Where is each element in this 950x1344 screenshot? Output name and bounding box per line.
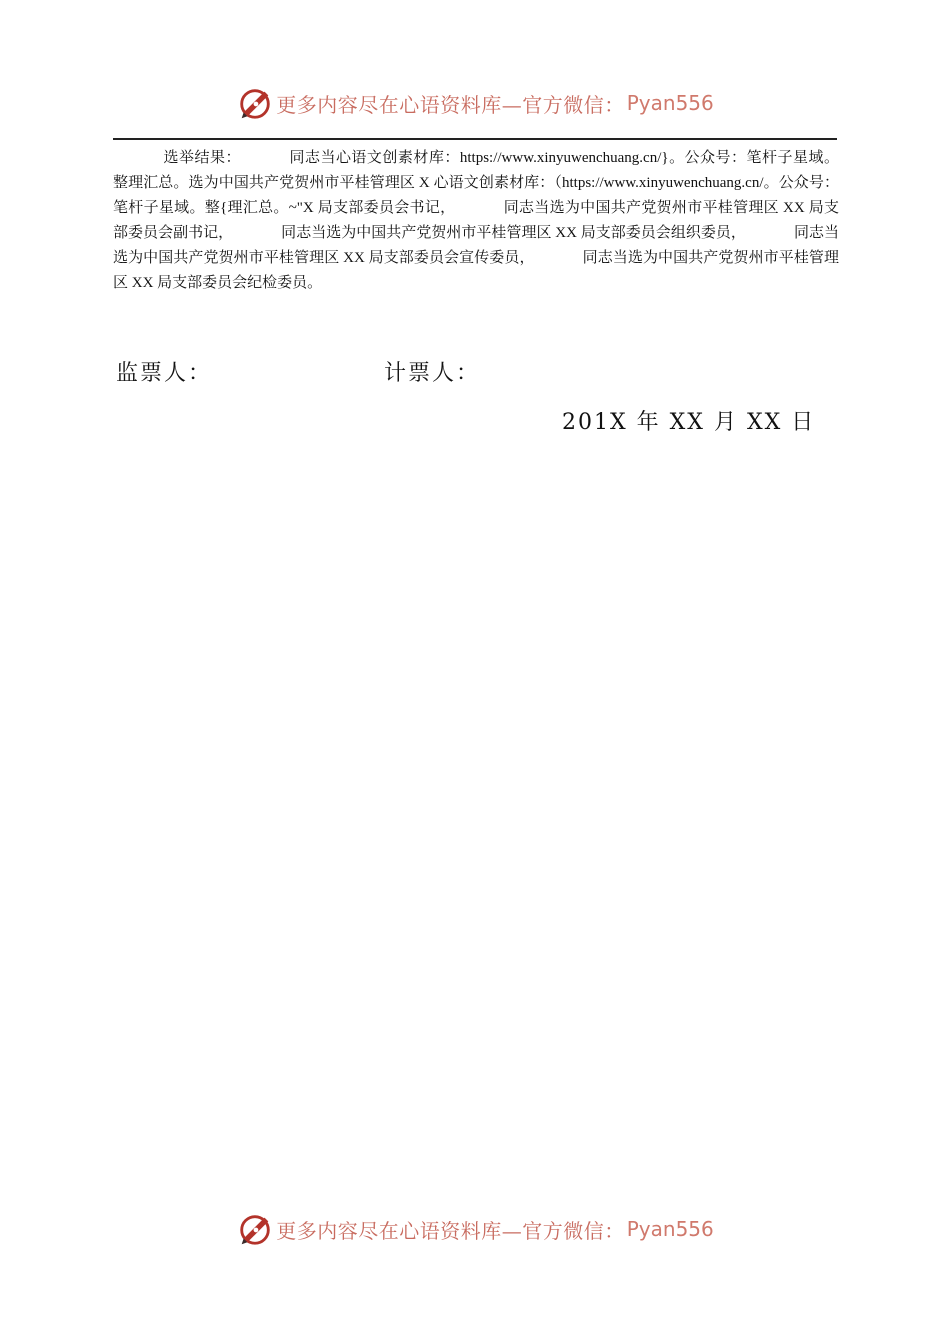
wechat-id: Pyan556 [626, 91, 714, 115]
header-banner [0, 81, 950, 125]
supervisor-label: 监票人： [116, 361, 213, 386]
result-secretary: 同志当心语文创素材库：https://www.xinyuwenchuang.cn/}。公众号：笔杆子星域。整理汇总。选为中国共产党贺州市平桂管理区 X 心语文创素材库：（https://www.xinyuwenchuang.cn/。公众号：笔杆子星域。整{理汇总。~"X 局支部委员会书记， [113, 150, 839, 216]
banner-text: 更多内容尽在心语资料库—官方微信： [276, 92, 625, 117]
document-date: 201X 年 XX 月 XX 日 [562, 410, 816, 435]
header-divider [113, 138, 837, 140]
result-lead: 选举结果： [163, 150, 241, 166]
pen-logo-icon [236, 84, 274, 122]
pen-logo-icon [236, 1210, 274, 1248]
result-propaganda-member: 同志当选为中国共产党贺州市平桂管理区 XX 局支部委员会宣传委员， [113, 225, 839, 266]
footer-banner [0, 1207, 950, 1251]
result-discipline-member: 同志当选为中国共产党贺州市平桂管理区 XX 局支部委员会纪检委员。 [113, 250, 839, 291]
result-organization-member: 同志当选为中国共产党贺州市平桂管理区 XX 局支部委员会组织委员， [281, 225, 746, 241]
result-deputy-secretary: 同志当选为中国共产党贺州市平桂管理区 XX 局支部委员会副书记， [113, 200, 839, 241]
wechat-id: Pyan556 [626, 1217, 714, 1241]
banner-text: 更多内容尽在心语资料库—官方微信： [276, 1218, 625, 1243]
election-result-paragraph [113, 146, 839, 296]
counter-label: 计票人： [384, 361, 481, 386]
